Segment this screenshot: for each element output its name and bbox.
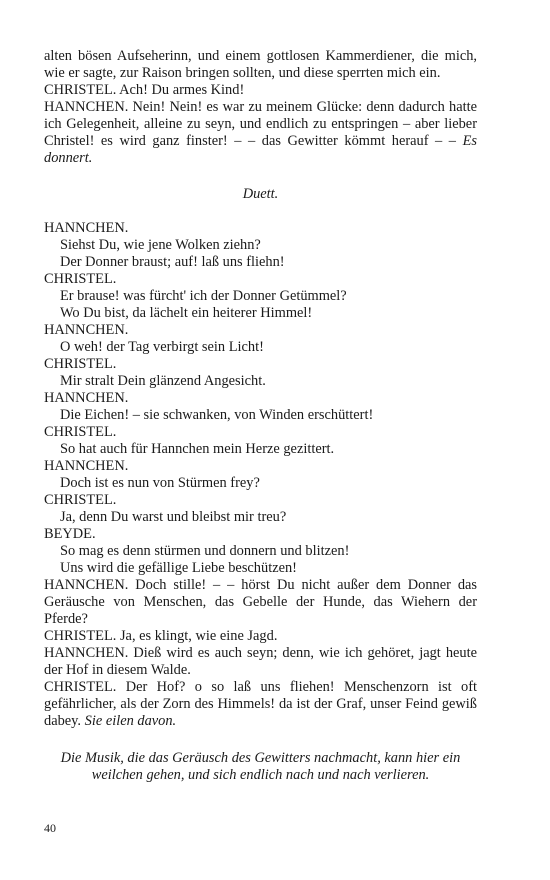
- speaker-name: [44, 322, 477, 339]
- verse-line: [44, 288, 477, 305]
- block-text: Uns wird die gefällige Liebe beschützen!: [60, 560, 297, 576]
- block-text: Die Musik, die das Geräusch des Gewitters nachmacht, kann hier ein weilchen gehen, und sich endlich nach und nach verlieren.: [60, 750, 461, 783]
- block-text: CHRISTEL.: [44, 271, 117, 287]
- verse-line: [44, 305, 477, 322]
- verse-line: [44, 339, 477, 356]
- block-text: BEYDE.: [44, 526, 96, 542]
- block-text: CHRISTEL. Der Hof? o so laß uns fliehen! Menschenzorn ist oft gefährlicher, als der Zorn des Himmels! da ist der Graf, unser Feind gewiß dabey.: [44, 679, 477, 729]
- block-text: Siehst Du, wie jene Wolken ziehn?: [60, 237, 261, 253]
- block-text: Doch ist es nun von Stürmen frey?: [60, 475, 260, 491]
- stage-direction: [44, 750, 477, 784]
- page-number: 40: [44, 821, 56, 835]
- block-text: CHRISTEL.: [44, 424, 117, 440]
- verse-line: [44, 543, 477, 560]
- verse-line: [44, 254, 477, 271]
- verse-line: [44, 407, 477, 424]
- block-text: Ja, denn Du warst und bleibst mir treu?: [60, 509, 287, 525]
- block-text: HANNCHEN. Nein! Nein! es war zu meinem Glücke: denn dadurch hatte ich Gelegenheit, alleine zu seyn, und endlich zu entspringen – aber lieber Christel! es wird ganz finster! – – das Gewitter kömmt herauf – –: [44, 99, 477, 149]
- dialogue-paragraph: [44, 99, 477, 167]
- verse-line: [44, 441, 477, 458]
- block-text: So mag es denn stürmen und donnern und blitzen!: [60, 543, 350, 559]
- speaker-name: [44, 356, 477, 373]
- block-text: HANNCHEN.: [44, 390, 129, 406]
- block-text: Duett.: [242, 186, 279, 202]
- block-text: Mir stralt Dein glänzend Angesicht.: [60, 373, 266, 389]
- speaker-name: [44, 390, 477, 407]
- block-text: Er brause! was fürcht' ich der Donner Getümmel?: [60, 288, 347, 304]
- dialogue-paragraph: [44, 577, 477, 628]
- verse-line: [44, 373, 477, 390]
- block-text: CHRISTEL.: [44, 492, 117, 508]
- page-body: [44, 48, 477, 784]
- inline-stage-direction: Sie eilen davon.: [84, 713, 177, 729]
- block-text: HANNCHEN. Dieß wird es auch seyn; denn, wie ich gehöret, jagt heute der Hof in diesem Walde.: [44, 645, 477, 678]
- block-text: HANNCHEN. Doch stille! – – hörst Du nicht außer dem Donner das Geräusche von Menschen, das Gebelle der Hunde, das Wiehern der Pferde?: [44, 577, 477, 627]
- block-text: Der Donner braust; auf! laß uns fliehn!: [60, 254, 285, 270]
- verse-line: [44, 560, 477, 577]
- block-text: CHRISTEL. Ach! Du armes Kind!: [44, 82, 245, 98]
- block-text: Die Eichen! – sie schwanken, von Winden erschüttert!: [60, 407, 374, 423]
- block-text: HANNCHEN.: [44, 322, 129, 338]
- verse-line: [44, 509, 477, 526]
- inline-stage-direction: Es donnert.: [44, 133, 477, 166]
- dialogue-paragraph: [44, 628, 477, 645]
- block-text: CHRISTEL.: [44, 356, 117, 372]
- dialogue-paragraph: [44, 48, 477, 82]
- verse-line: [44, 475, 477, 492]
- block-text: HANNCHEN.: [44, 220, 129, 236]
- speaker-name: [44, 220, 477, 237]
- dialogue-paragraph: [44, 82, 477, 99]
- section-heading: [44, 186, 477, 203]
- dialogue-paragraph: [44, 645, 477, 679]
- speaker-name: [44, 526, 477, 543]
- block-text: alten bösen Aufseherinn, und einem gottlosen Kammerdiener, die mich, wie er sagte, zur Raison bringen sollten, und diese sperrten mich ein.: [44, 48, 477, 81]
- verse-line: [44, 237, 477, 254]
- speaker-name: [44, 424, 477, 441]
- speaker-name: [44, 492, 477, 509]
- block-text: HANNCHEN.: [44, 458, 129, 474]
- speaker-name: [44, 458, 477, 475]
- block-text: So hat auch für Hannchen mein Herze gezittert.: [60, 441, 335, 457]
- block-text: Wo Du bist, da lächelt ein heiterer Himmel!: [60, 305, 313, 321]
- speaker-name: [44, 271, 477, 288]
- block-text: CHRISTEL. Ja, es klingt, wie eine Jagd.: [44, 628, 278, 644]
- dialogue-paragraph: [44, 679, 477, 730]
- block-text: O weh! der Tag verbirgt sein Licht!: [60, 339, 264, 355]
